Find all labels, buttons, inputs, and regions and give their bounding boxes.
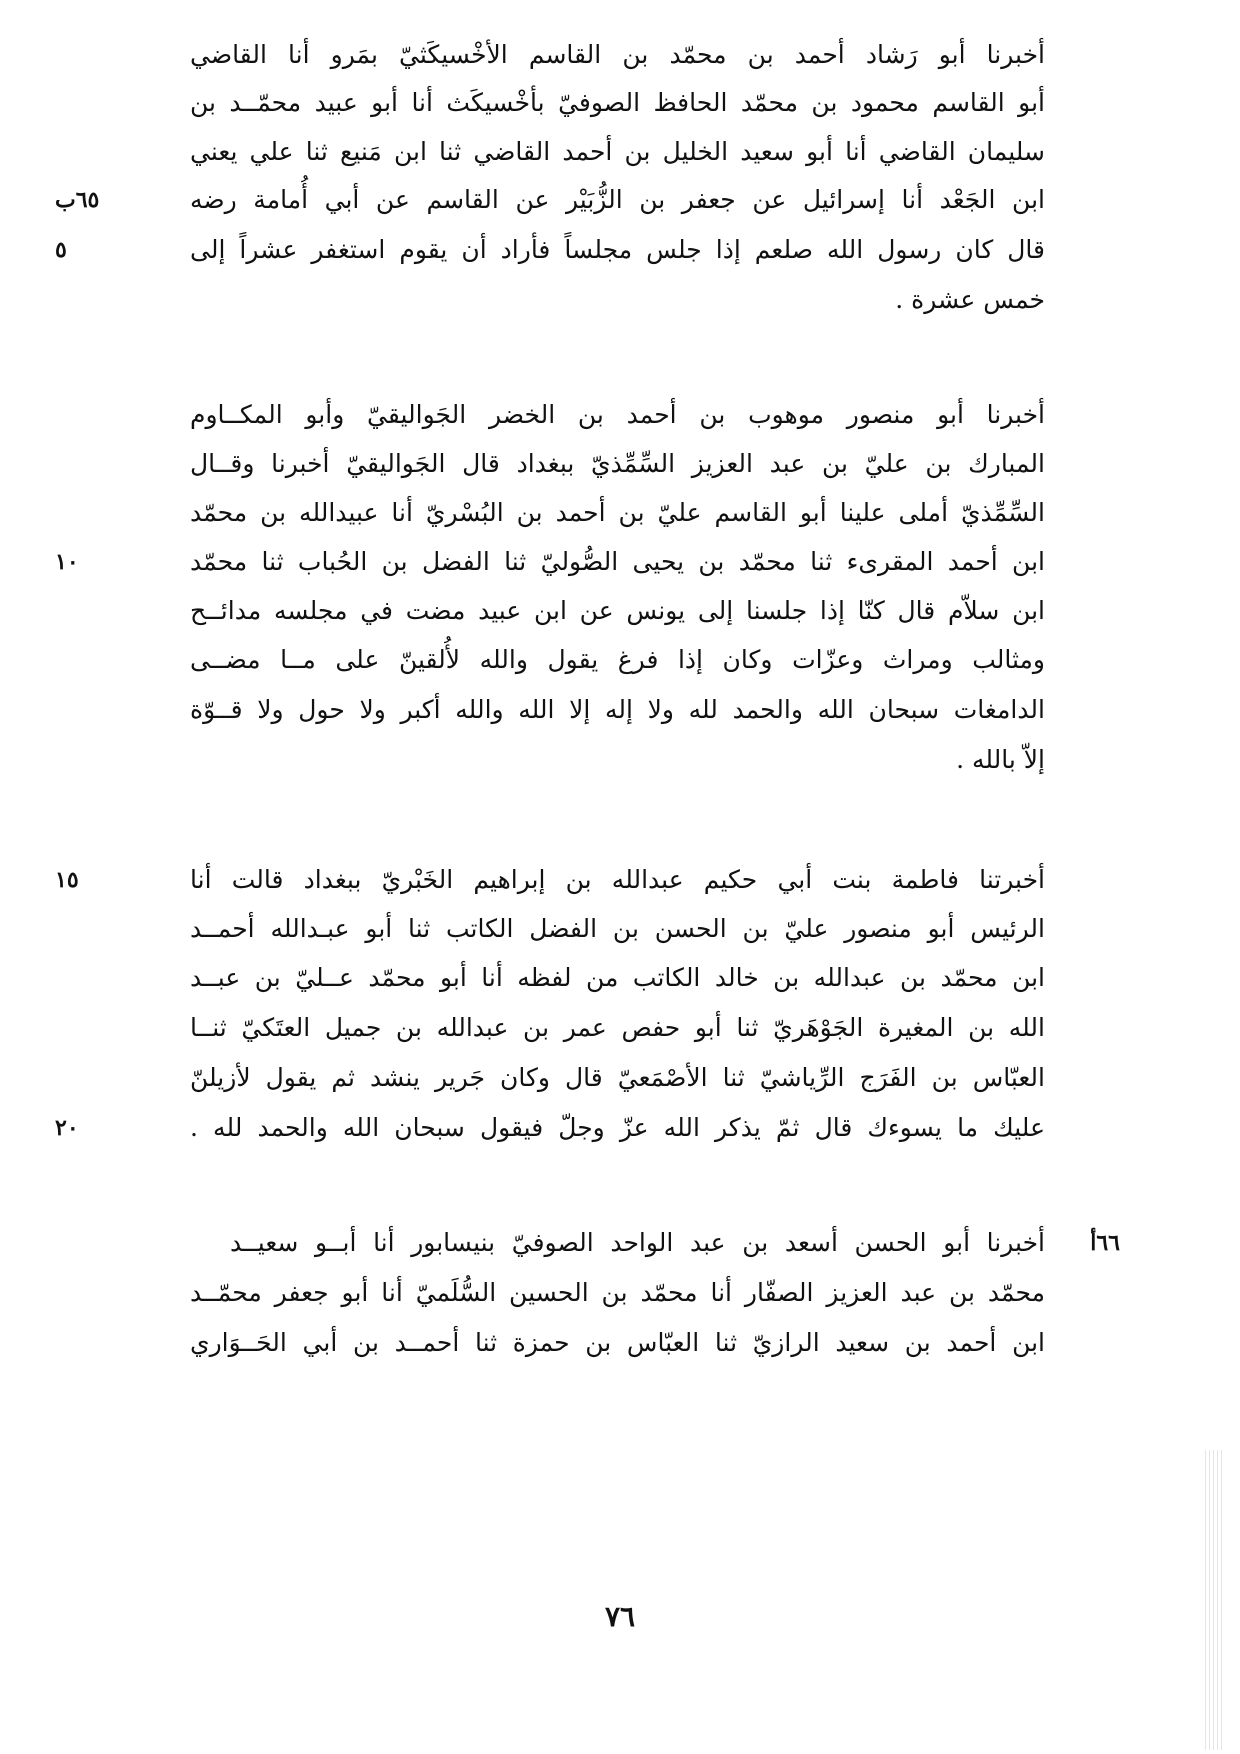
line-number-marker: ٢٠ [55, 1115, 79, 1141]
folio-marker: ٦٦أ [1090, 1230, 1120, 1256]
text-line: العبّاس بن الفَرَج الرِّياشيّ ثنا الأصْمَعيّ قال وكان جَرير ينشد ثم يقول لأزيلنّ [190, 1063, 1045, 1092]
text-line: ابن أحمد بن سعيد الرازيّ ثنا العبّاس بن حمزة ثنا أحمــد بن أبي الحَــوَاري [190, 1328, 1045, 1357]
text-line: إلاّ بالله . [956, 745, 1045, 774]
line-number-marker: ١٥ [55, 867, 79, 893]
text-line: أخبرتنا فاطمة بنت أبي حكيم عبدالله بن إبراهيم الخَبْريّ ببغداد قالت أنا [190, 865, 1045, 894]
text-line: أخبرنا أبو منصور موهوب بن أحمد بن الخضر الجَواليقيّ وأبو المكــاوم [190, 400, 1045, 429]
page-number: ٧٦ [604, 1600, 636, 1633]
text-line: الله بن المغيرة الجَوْهَريّ ثنا أبو حفص عمر بن عبدالله بن جميل العتَكيّ ثنــا [190, 1013, 1045, 1042]
text-line: ابن أحمد المقرىء ثنا محمّد بن يحيى الصُّوليّ ثنا الفضل بن الحُباب ثنا محمّد [190, 547, 1045, 576]
text-line: السِّمِّذيّ أملى علينا أبو القاسم عليّ بن أحمد بن البُسْريّ أنا عبيدالله بن محمّد [190, 498, 1045, 527]
text-line: قال كان رسول الله صلعم إذا جلس مجلساً فأراد أن يقوم استغفر عشراً إلى [190, 235, 1045, 264]
scan-edge-artifact [1205, 1450, 1223, 1750]
text-line: المبارك بن عليّ بن عبد العزيز السِّمِّذيّ ببغداد قال الجَواليقيّ أخبرنا وقــال [190, 449, 1045, 478]
text-line: محمّد بن عبد العزيز الصفّار أنا محمّد بن الحسين السُّلَميّ أنا أبو جعفر محمّــد [190, 1278, 1045, 1307]
line-number-marker: ١٠ [55, 549, 79, 575]
text-line: ابن سلاّم قال كنّا إذا جلسنا إلى يونس عن ابن عبيد مضت في مجلسه مدائــح [190, 596, 1045, 625]
text-line: سليمان القاضي أنا أبو سعيد الخليل بن أحمد القاضي ثنا ابن مَنيع ثنا علي يعني [190, 137, 1045, 166]
folio-marker: ٦٥ب [55, 187, 100, 213]
line-number-marker: ٥ [55, 237, 67, 263]
text-line: الدامغات سبحان الله والحمد لله ولا إله إلا الله والله أكبر ولا حول ولا قــوّة [190, 695, 1045, 724]
text-line: ابن محمّد بن عبدالله بن خالد الكاتب من لفظه أنا أبو محمّد عــليّ بن عبــد [190, 963, 1045, 992]
text-line: أخبرنا أبو رَشاد أحمد بن محمّد بن القاسم الأخْسيكَثيّ بمَرو أنا القاضي [190, 40, 1045, 69]
text-line: عليك ما يسوءك قال ثمّ يذكر الله عزّ وجلّ فيقول سبحان الله والحمد لله . [190, 1113, 1045, 1142]
text-line: خمس عشرة . [895, 285, 1045, 314]
text-line: الرئيس أبو منصور عليّ بن الحسن بن الفضل الكاتب ثنا أبو عبـدالله أحمــد [190, 914, 1045, 943]
text-line: ومثالب ومراث وعزّات وكان إذا فرغ يقول والله لأُلقينّ على مــا مضــى [190, 645, 1045, 674]
text-line: أبو القاسم محمود بن محمّد الحافظ الصوفيّ بأخْسيكَث أنا أبو عبيد محمّــد بن [190, 88, 1045, 117]
text-line: أخبرنا أبو الحسن أسعد بن عبد الواحد الصوفيّ بنيسابور أنا أبــو سعيــد [230, 1228, 1045, 1257]
text-line: ابن الجَعْد أنا إسرائيل عن جعفر بن الزُّبَيْر عن القاسم عن أبي أُمامة رضه [190, 185, 1045, 214]
